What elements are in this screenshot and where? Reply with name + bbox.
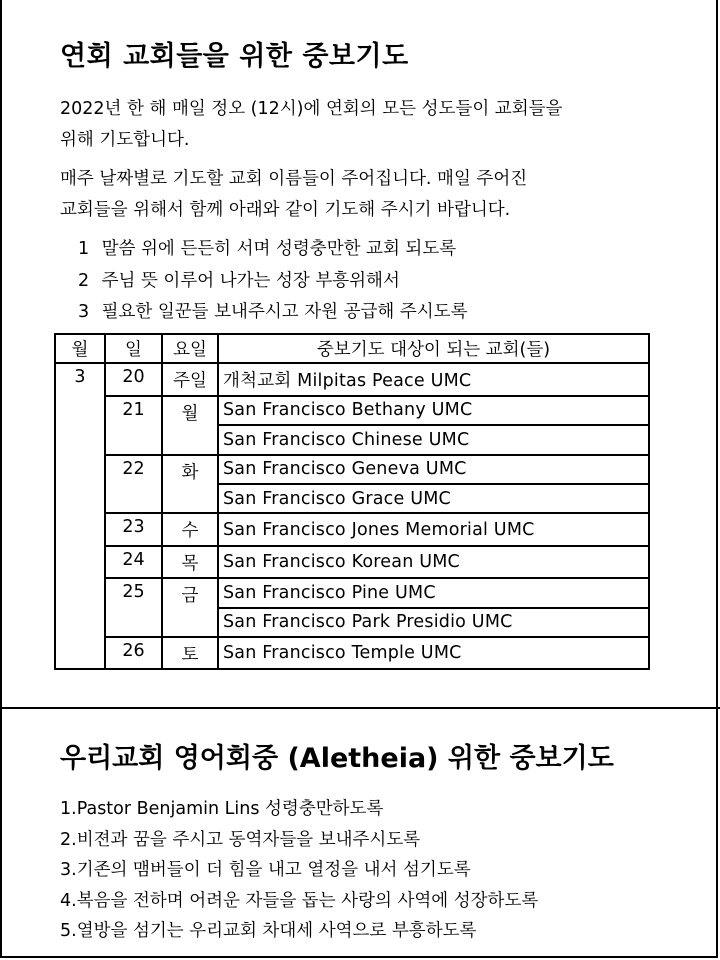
list-item: 2.비젼과 꿈을 주시고 동역자들을 보내주시도록 (60, 829, 421, 850)
list-item: 4.복음을 전하며 어려운 자들을 돕는 사랑의 사역에 성장하도록 (60, 890, 539, 911)
header-weekday: 요일 (162, 334, 218, 363)
church-cell: San Francisco Park Presidio UMC (218, 608, 649, 637)
church-cell: San Francisco Temple UMC (218, 637, 649, 669)
intro-paragraph-1-line-1: 2022년 한 해 매일 정오 (12시)에 연회의 모든 성도들이 교회들을 (60, 99, 563, 119)
prayer-goal-text: 필요한 일꾼들 보내주시고 자원 공급해 주시도록 (101, 302, 468, 322)
table-row (55, 455, 649, 484)
table-row (55, 546, 649, 578)
intro-paragraph-2-line-1: 매주 날짜별로 기도할 교회 이름들이 주어집니다. 매일 주어진 (60, 169, 528, 189)
table-row (55, 363, 649, 395)
table-row (55, 513, 649, 545)
table-row (55, 637, 649, 669)
church-cell: San Francisco Chinese UMC (218, 425, 649, 454)
intro-paragraph-1 (60, 94, 562, 156)
intro-paragraph-2 (60, 164, 527, 226)
weekday-cell: 금 (162, 578, 218, 637)
church-cell: 개척교회 Milpitas Peace UMC (218, 363, 649, 395)
prayer-goal-text: 말씀 위에 든든히 서며 성령충만한 교회 되도록 (101, 239, 457, 259)
weekday-cell: 주일 (162, 363, 218, 395)
aletheia-prayer-list (60, 794, 538, 947)
day-cell: 22 (105, 455, 162, 514)
header-day: 일 (105, 334, 162, 363)
section2-title: 우리교회 영어회중 (Aletheia) 위한 중보기도 (60, 743, 614, 774)
list-item: 1.Pastor Benjamin Lins 성령충만하도록 (60, 799, 384, 819)
intro-paragraph-2-line-2: 교회들을 위해서 함께 아래와 같이 기도해 주시기 바랍니다. (60, 200, 511, 220)
table-header-row (55, 334, 649, 363)
prayer-goal-number: 3 (78, 302, 90, 322)
list-item: 5.열방을 섬기는 우리교회 차대세 사역으로 부흥하도록 (60, 921, 477, 941)
weekday-cell: 목 (162, 546, 218, 578)
list-item: 3.기존의 맴버들이 더 힘을 내고 열정을 내서 섬기도록 (60, 860, 471, 880)
weekday-cell: 화 (162, 455, 218, 514)
prayer-goal-number: 1 (78, 239, 90, 259)
day-cell: 23 (105, 513, 162, 545)
day-cell: 20 (105, 363, 162, 395)
day-cell: 25 (105, 578, 162, 637)
section-divider (0, 707, 720, 709)
church-cell: San Francisco Korean UMC (218, 546, 649, 578)
weekday-cell: 월 (162, 396, 218, 455)
day-cell: 26 (105, 637, 162, 669)
section1-title: 연회 교회들을 위한 중보기도 (60, 41, 409, 72)
church-cell: San Francisco Grace UMC (218, 484, 649, 513)
prayer-goal-number: 2 (78, 270, 90, 291)
table-row (55, 396, 649, 425)
header-month: 월 (55, 334, 105, 363)
prayer-goal-text: 주님 뜻 이루어 나가는 성장 부흥위해서 (101, 270, 400, 291)
table-row (55, 578, 649, 607)
prayer-goals-list (78, 234, 468, 329)
church-cell: San Francisco Bethany UMC (218, 396, 649, 425)
prayer-goal (78, 266, 468, 298)
day-cell: 24 (105, 546, 162, 578)
header-church: 중보기도 대상이 되는 교회(들) (218, 334, 649, 363)
prayer-goal (78, 297, 468, 329)
church-cell: San Francisco Pine UMC (218, 578, 649, 607)
prayer-schedule-table (54, 333, 650, 670)
month-cell: 3 (55, 363, 105, 669)
intro-paragraph-1-line-2: 위해 기도합니다. (60, 130, 190, 150)
weekday-cell: 수 (162, 513, 218, 545)
weekday-cell: 토 (162, 637, 218, 669)
church-cell: San Francisco Jones Memorial UMC (218, 513, 649, 545)
prayer-goal (78, 234, 468, 266)
day-cell: 21 (105, 396, 162, 455)
church-cell: San Francisco Geneva UMC (218, 455, 649, 484)
